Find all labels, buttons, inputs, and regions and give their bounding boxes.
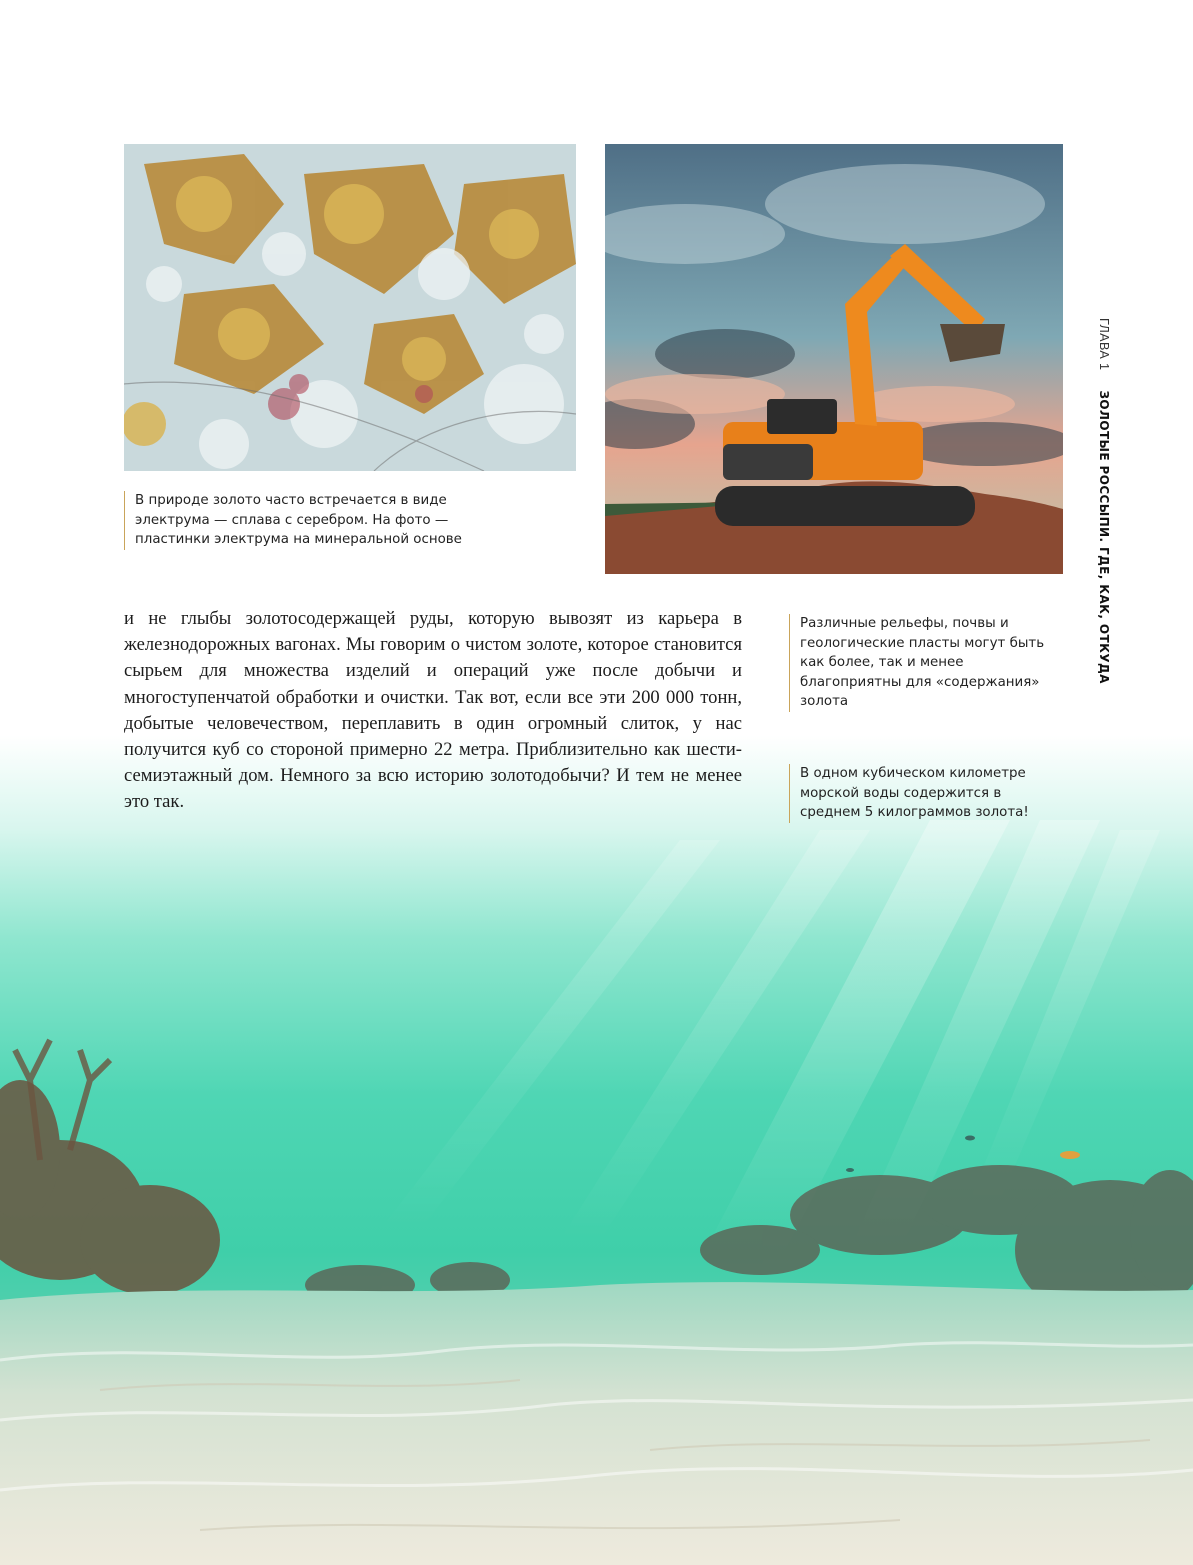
excavator-photo: [605, 144, 1063, 574]
electrum-ore-photo: [124, 144, 576, 471]
chapter-title: ЗОЛОТЫЕ РОССЫПИ. ГДЕ, КАК, ОТКУДА: [1097, 390, 1111, 684]
running-head: [1092, 318, 1116, 684]
sidenote-seawater: В одном кубическом километре морской воды содержится в среднем 5 килограммов золота!: [789, 764, 1059, 823]
sidenote-relief: Различные рельефы, почвы и геологические пласты могут быть как более, так и менее благоприятны для «содержания» золота: [789, 614, 1051, 712]
body-paragraph: и не глыбы золотосодержащей руды, которую вывозят из карьера в железнодорожных вагонах. Мы говорим о чистом золоте, которое становится сырьем для множества изделий и операций уже после добычи и многоступенчатой обработки и очистки. Так вот, если все эти 200 000 тонн, добытые человечеством, переплавить в один огромный слиток, у нас получится куб со стороной примерно 22 метра. Приблизительно как шести-семиэтажный дом. Немного за всю историю золотодобычи? И тем не менее это так.: [124, 608, 742, 813]
electrum-ore-icon: [124, 144, 576, 471]
excavator-icon: [605, 144, 1063, 574]
photo-caption-ore: В природе золото часто встречается в виде электрума — сплава с серебром. На фото — пластинки электрума на минеральной основе: [124, 491, 484, 550]
chapter-label: ГЛАВА 1: [1097, 318, 1111, 371]
